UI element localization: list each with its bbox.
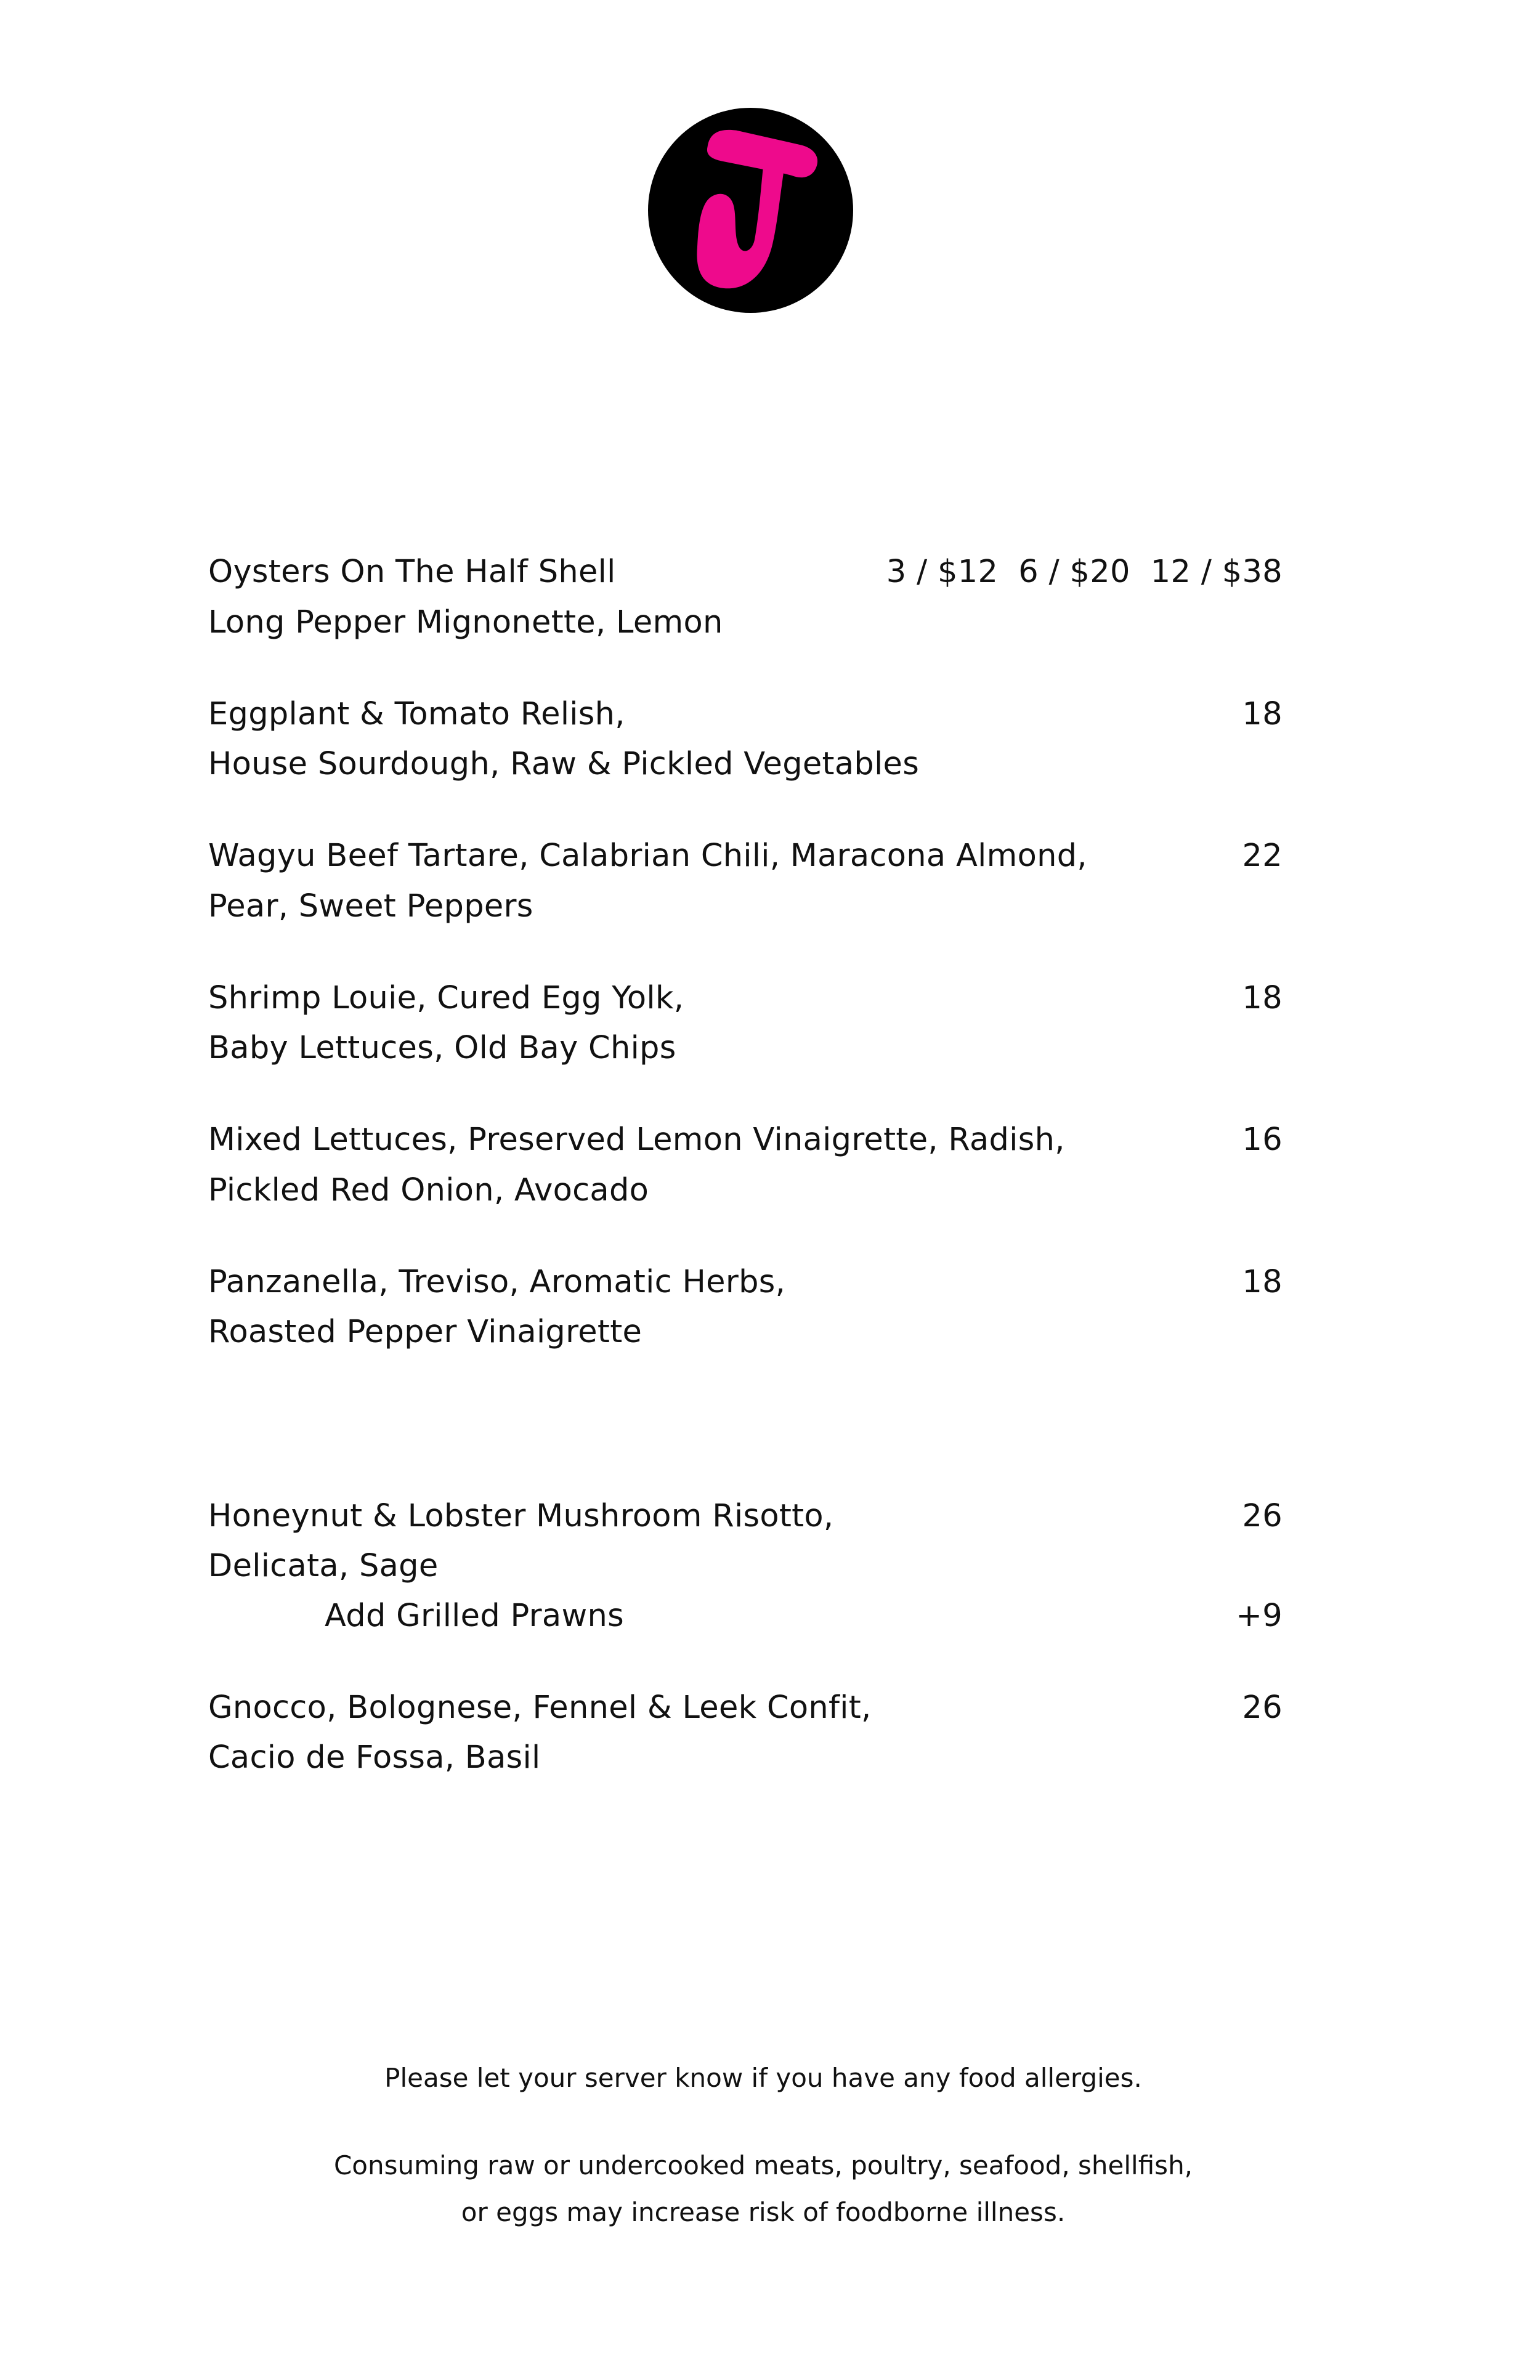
menu-item-details: Long Pepper Mignonette, Lemon (208, 604, 723, 641)
menu-item-details: Baby Lettuces, Old Bay Chips (208, 1030, 676, 1066)
menu-item-name: Shrimp Louie, Cured Egg Yolk, (208, 980, 684, 1016)
menu-item-price: 3 / $12 6 / $20 12 / $38 (886, 554, 1283, 590)
menu-item-name: Gnocco, Bolognese, Fennel & Leek Confit, (208, 1690, 872, 1726)
menu-item-price: 22 (1242, 838, 1283, 874)
menu-item-price: 18 (1242, 980, 1283, 1016)
menu-item-details: Pear, Sweet Peppers (208, 888, 533, 925)
menu-item-price: 26 (1242, 1690, 1283, 1726)
restaurant-logo (648, 108, 853, 313)
menu-item-name: Mixed Lettuces, Preserved Lemon Vinaigrette, Radish, (208, 1122, 1065, 1158)
allergy-note: Please let your server know if you have any food allergies. (384, 2063, 1142, 2093)
menu-addon-price: +9 (1236, 1598, 1283, 1634)
menu-item-name: Wagyu Beef Tartare, Calabrian Chili, Maracona Almond, (208, 838, 1087, 874)
menu-item-price: 18 (1242, 696, 1283, 732)
menu-addon-label: Add Grilled Prawns (325, 1598, 624, 1634)
menu-item-price: 26 (1242, 1498, 1283, 1534)
menu-item-name: Panzanella, Treviso, Aromatic Herbs, (208, 1264, 786, 1300)
menu-item-details: Pickled Red Onion, Avocado (208, 1172, 649, 1208)
menu-item-price: 16 (1242, 1122, 1283, 1158)
menu-item-price: 18 (1242, 1264, 1283, 1300)
menu-item-details: Delicata, Sage (208, 1548, 439, 1584)
menu-item-name: Honeynut & Lobster Mushroom Risotto, (208, 1498, 834, 1534)
menu-item-name: Oysters On The Half Shell (208, 554, 616, 590)
menu-item-details: Cacio de Fossa, Basil (208, 1739, 541, 1776)
menu-item-details: House Sourdough, Raw & Pickled Vegetables (208, 746, 920, 782)
health-warning-line2: or eggs may increase risk of foodborne illness. (461, 2197, 1066, 2227)
health-warning-line1: Consuming raw or undercooked meats, poultry, seafood, shellfish, (333, 2150, 1193, 2180)
menu-item-details: Roasted Pepper Vinaigrette (208, 1314, 642, 1350)
menu-item-name: Eggplant & Tomato Relish, (208, 696, 625, 732)
